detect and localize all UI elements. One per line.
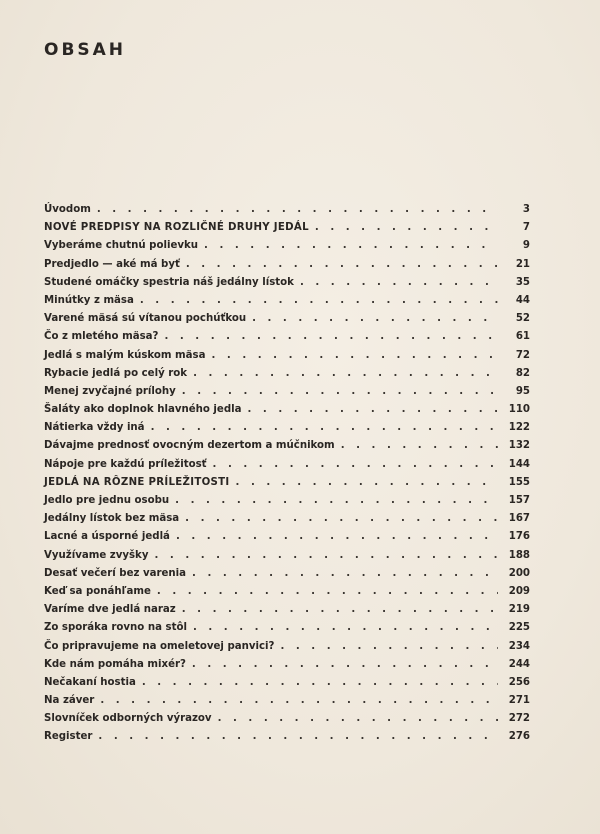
toc-page-number: 225 xyxy=(508,622,530,634)
dot-leader xyxy=(248,401,499,419)
toc-entry-title: Na záver xyxy=(44,695,95,707)
toc-entry-title: Studené omáčky spestria náš jedálny lístok xyxy=(44,276,294,288)
toc-page-number: 167 xyxy=(508,513,530,525)
toc-entry-title: Rybacie jedlá po celý rok xyxy=(44,367,188,379)
toc-page-number: 44 xyxy=(515,294,530,306)
toc-entry xyxy=(44,692,530,710)
dot-leader xyxy=(182,383,498,401)
toc-page-number: 157 xyxy=(508,495,530,506)
dot-leader xyxy=(204,237,498,255)
dot-leader xyxy=(218,710,498,728)
toc-entry-title: Desať večerí bez varenia xyxy=(44,567,187,579)
toc-entry xyxy=(44,619,530,637)
toc-entry xyxy=(44,583,530,601)
toc-entry xyxy=(44,347,530,365)
dot-leader xyxy=(252,310,498,328)
toc-page-number: 35 xyxy=(515,276,530,288)
toc-page-number: 110 xyxy=(508,404,530,416)
toc-entry-title: Predjedlo — aké má byť xyxy=(44,258,180,270)
toc-entry xyxy=(44,528,530,546)
dot-leader xyxy=(300,274,498,292)
toc-entry-title: Zo sporáka rovno na stôl xyxy=(44,622,187,634)
dot-leader xyxy=(193,365,498,383)
toc-entry xyxy=(44,547,530,565)
toc-entry-title: NOVÉ PREDPISY NA ROZLIČNÉ DRUHY JEDÁL xyxy=(44,222,309,234)
dot-leader xyxy=(151,419,498,437)
toc-page-number: 188 xyxy=(508,549,530,561)
toc-page-number: 95 xyxy=(515,385,530,397)
toc-entry xyxy=(44,419,530,437)
toc-entry xyxy=(44,219,530,237)
dot-leader xyxy=(185,510,498,528)
toc-entry-title: Nápoje pre každú príležitosť xyxy=(44,458,207,470)
toc-page-number: 21 xyxy=(515,258,530,270)
toc-entry xyxy=(44,201,530,219)
toc-entry-title: Slovníček odborných výrazov xyxy=(44,713,212,725)
toc-page-number: 132 xyxy=(508,440,530,452)
toc-entry xyxy=(44,437,530,455)
toc-page-number: 209 xyxy=(508,585,530,597)
toc-entry-title: Keď sa ponáhľame xyxy=(44,585,151,597)
toc-entry xyxy=(44,256,530,274)
toc-entry xyxy=(44,456,530,474)
toc-entry-title: Šaláty ako doplnok hlavného jedla xyxy=(44,404,242,416)
toc-page-number: 52 xyxy=(515,313,530,325)
dot-leader xyxy=(236,474,498,492)
toc-entry xyxy=(44,292,530,310)
toc-entry xyxy=(44,474,530,492)
dot-leader xyxy=(192,656,498,674)
toc-entry xyxy=(44,237,530,255)
toc-entry-title: Dávajme prednosť ovocným dezertom a múčnikom xyxy=(44,440,335,452)
dot-leader xyxy=(186,256,498,274)
toc-entry xyxy=(44,383,530,401)
toc-entry-title: Jedálny lístok bez mäsa xyxy=(44,513,180,525)
toc-entry-title: JEDLÁ NA RÔZNE PRÍLEŽITOSTI xyxy=(44,476,230,488)
toc-entry xyxy=(44,510,530,528)
toc-page-number: 276 xyxy=(508,731,530,743)
toc-page-number: 3 xyxy=(522,204,530,215)
toc-entry xyxy=(44,401,530,419)
toc-page-number: 82 xyxy=(515,367,530,379)
toc-entry-title: Vyberáme chutnú polievku xyxy=(44,240,199,252)
dot-leader xyxy=(193,619,498,637)
toc-entry-title: Kde nám pomáha mixér? xyxy=(44,658,186,670)
dot-leader xyxy=(140,292,498,310)
dot-leader xyxy=(176,528,498,546)
toc-page-number: 200 xyxy=(508,567,530,579)
toc-entry xyxy=(44,710,530,728)
dot-leader xyxy=(97,201,498,219)
toc-page-number: 9 xyxy=(522,240,530,252)
toc-page-number: 244 xyxy=(508,658,530,670)
page-title: OBSAH xyxy=(44,40,127,60)
dot-leader xyxy=(315,219,498,237)
toc-entry xyxy=(44,310,530,328)
toc-entry xyxy=(44,274,530,292)
toc-entry-title: Jedlá s malým kúskom mäsa xyxy=(44,349,206,361)
toc-page-number: 176 xyxy=(508,531,530,543)
toc-entry-title: Využívame zvyšky xyxy=(44,549,149,561)
dot-leader xyxy=(192,565,498,583)
dot-leader xyxy=(154,547,498,565)
toc-entry xyxy=(44,638,530,656)
toc-entry-title: Čo pripravujeme na omeletovej panvici? xyxy=(44,640,275,652)
toc-page-number: 144 xyxy=(508,458,530,470)
toc-entry xyxy=(44,328,530,346)
toc-entry-title: Úvodom xyxy=(44,204,91,215)
toc-entry xyxy=(44,674,530,692)
toc-entry xyxy=(44,365,530,383)
toc-entry xyxy=(44,565,530,583)
toc-entry-title: Varené mäsá sú vítanou pochúťkou xyxy=(44,313,247,325)
dot-leader xyxy=(211,347,498,365)
dot-leader xyxy=(100,692,498,710)
toc-page-number: 7 xyxy=(522,222,530,234)
toc-entry-title: Jedlo pre jednu osobu xyxy=(44,495,170,506)
toc-page-number: 72 xyxy=(515,349,530,361)
toc-entry xyxy=(44,492,530,510)
toc-entry xyxy=(44,728,530,746)
dot-leader xyxy=(142,674,498,692)
toc-entry-title: Lacné a úsporné jedlá xyxy=(44,531,170,543)
toc-entry-title: Čo z mletého mäsa? xyxy=(44,331,159,343)
dot-leader xyxy=(164,328,498,346)
toc-page-number: 234 xyxy=(508,640,530,652)
toc-page-number: 122 xyxy=(508,422,530,434)
toc-entry-title: Minútky z mäsa xyxy=(44,294,134,306)
dot-leader xyxy=(175,492,498,510)
dot-leader xyxy=(213,456,498,474)
toc-entry-title: Nátierka vždy iná xyxy=(44,422,145,434)
toc-page-number: 155 xyxy=(508,476,530,488)
toc-page-number: 271 xyxy=(508,695,530,707)
dot-leader xyxy=(157,583,498,601)
dot-leader xyxy=(182,601,498,619)
toc-page-number: 256 xyxy=(508,676,530,688)
table-of-contents xyxy=(44,201,530,747)
toc-entry-title: Nečakaní hostia xyxy=(44,676,136,688)
toc-entry-title: Register xyxy=(44,731,93,743)
toc-page-number: 272 xyxy=(508,713,530,725)
toc-entry-title: Menej zvyčajné prílohy xyxy=(44,385,176,397)
dot-leader xyxy=(341,437,498,455)
toc-entry xyxy=(44,601,530,619)
toc-entry-title: Varíme dve jedlá naraz xyxy=(44,604,176,616)
toc-page-number: 61 xyxy=(515,331,530,343)
toc-page-number: 219 xyxy=(508,604,530,616)
dot-leader xyxy=(280,638,498,656)
dot-leader xyxy=(98,728,498,746)
toc-entry xyxy=(44,656,530,674)
